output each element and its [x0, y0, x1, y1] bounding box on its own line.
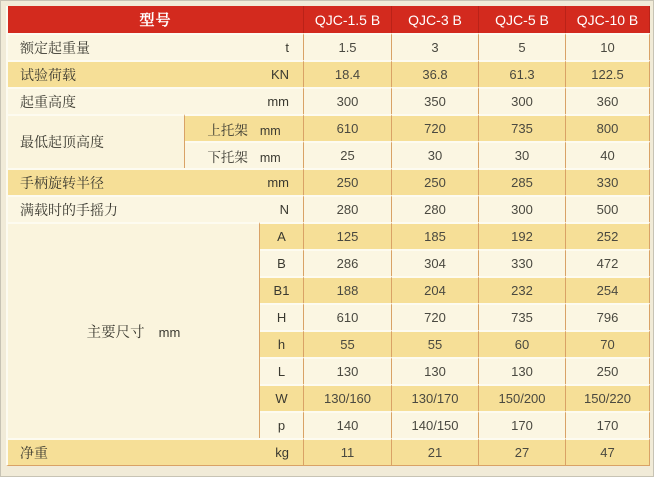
test-load-unit: KN — [270, 67, 290, 82]
dim-h-value-1: 55 — [392, 330, 479, 357]
upper-bracket-value-1: 720 — [392, 114, 479, 141]
dim-B1-value-1: 204 — [392, 276, 479, 303]
hand-force-value-3: 500 — [566, 195, 650, 222]
dim-B-value-1: 304 — [392, 249, 479, 276]
rated-capacity-unit: t — [285, 40, 290, 55]
lower-bracket-value-3: 40 — [566, 141, 650, 168]
dim-H-value-2: 735 — [479, 303, 566, 330]
hand-force-label: 满载时的手摇力 — [20, 201, 118, 218]
header-col-qjc-10b: QJC-10 B — [566, 6, 650, 33]
hand-force-unit: N — [279, 202, 290, 217]
header-col-qjc-1-5b: QJC-1.5 B — [304, 6, 392, 33]
row-handle-radius — [8, 168, 650, 195]
dim-H-value-3: 796 — [566, 303, 650, 330]
dim-B-label: B — [260, 249, 304, 276]
hand-force-label-cell — [8, 195, 304, 222]
net-weight-label: 净重 — [20, 444, 48, 461]
lift-height-value-1: 350 — [392, 87, 479, 114]
dim-B1-value-3: 254 — [566, 276, 650, 303]
handle-radius-label: 手柄旋转半径 — [20, 174, 104, 191]
header-model-label: 型号 — [8, 6, 304, 33]
dim-A-label: A — [260, 222, 304, 249]
header-col-qjc-3b: QJC-3 B — [392, 6, 479, 33]
upper-bracket-value-3: 800 — [566, 114, 650, 141]
dim-W-value-1: 130/170 — [392, 384, 479, 411]
handle-radius-value-2: 285 — [479, 168, 566, 195]
test-load-value-3: 122.5 — [566, 60, 650, 87]
upper-bracket-value-2: 735 — [479, 114, 566, 141]
main-dimensions-label-cell — [8, 222, 260, 438]
upper-bracket-unit: mm — [259, 123, 281, 138]
lower-bracket-label-cell — [185, 141, 304, 168]
dim-h-value-2: 60 — [479, 330, 566, 357]
test-load-value-2: 61.3 — [479, 60, 566, 87]
net-weight-value-1: 21 — [392, 438, 479, 465]
row-net-weight — [8, 438, 650, 465]
dim-L-value-2: 130 — [479, 357, 566, 384]
hand-force-value-2: 300 — [479, 195, 566, 222]
dim-p-value-1: 140/150 — [392, 411, 479, 438]
dim-A-value-1: 185 — [392, 222, 479, 249]
min-jack-height-label: 最低起顶高度 — [20, 134, 104, 150]
hand-force-value-1: 280 — [392, 195, 479, 222]
upper-bracket-label-cell — [185, 114, 304, 141]
handle-radius-unit: mm — [267, 175, 290, 190]
min-jack-height-label-cell — [8, 114, 185, 168]
hand-force-value-0: 280 — [304, 195, 392, 222]
lower-bracket-value-1: 30 — [392, 141, 479, 168]
dim-B-value-3: 472 — [566, 249, 650, 276]
dim-W-value-2: 150/200 — [479, 384, 566, 411]
header-row — [8, 6, 650, 33]
lower-bracket-unit: mm — [259, 150, 281, 165]
dim-A-value-0: 125 — [304, 222, 392, 249]
row-lift-height — [8, 87, 650, 114]
dim-B-value-0: 286 — [304, 249, 392, 276]
dim-L-value-3: 250 — [566, 357, 650, 384]
rated-capacity-value-0: 1.5 — [304, 33, 392, 60]
dim-h-label: h — [260, 330, 304, 357]
lower-bracket-value-2: 30 — [479, 141, 566, 168]
lift-height-unit: mm — [267, 94, 290, 109]
dim-B1-label: B1 — [260, 276, 304, 303]
row-min-jack-height-upper — [8, 114, 650, 141]
test-load-value-1: 36.8 — [392, 60, 479, 87]
lower-bracket-value-0: 25 — [304, 141, 392, 168]
rated-capacity-label-cell — [8, 33, 304, 60]
dim-h-value-0: 55 — [304, 330, 392, 357]
dim-p-value-3: 170 — [566, 411, 650, 438]
row-hand-force — [8, 195, 650, 222]
net-weight-label-cell — [8, 438, 304, 465]
main-dimensions-label: 主要尺寸 — [86, 324, 145, 341]
handle-radius-value-1: 250 — [392, 168, 479, 195]
lower-bracket-label: 下托架 — [207, 149, 248, 165]
net-weight-value-0: 11 — [304, 438, 392, 465]
handle-radius-label-cell — [8, 168, 304, 195]
upper-bracket-value-0: 610 — [304, 114, 392, 141]
handle-radius-value-0: 250 — [304, 168, 392, 195]
dim-W-label: W — [260, 384, 304, 411]
dim-L-value-0: 130 — [304, 357, 392, 384]
jack-spec-table — [6, 6, 650, 466]
lift-height-value-2: 300 — [479, 87, 566, 114]
rated-capacity-value-1: 3 — [392, 33, 479, 60]
dim-A-value-2: 192 — [479, 222, 566, 249]
rated-capacity-value-2: 5 — [479, 33, 566, 60]
net-weight-value-3: 47 — [566, 438, 650, 465]
dim-L-value-1: 130 — [392, 357, 479, 384]
row-rated-capacity — [8, 33, 650, 60]
net-weight-unit: kg — [275, 445, 290, 460]
dim-B-value-2: 330 — [479, 249, 566, 276]
dim-W-value-0: 130/160 — [304, 384, 392, 411]
dim-B1-value-2: 232 — [479, 276, 566, 303]
test-load-value-0: 18.4 — [304, 60, 392, 87]
lift-height-value-0: 300 — [304, 87, 392, 114]
dim-L-label: L — [260, 357, 304, 384]
upper-bracket-label: 上托架 — [207, 122, 248, 138]
dim-H-label: H — [260, 303, 304, 330]
dim-W-value-3: 150/220 — [566, 384, 650, 411]
header-col-qjc-5b: QJC-5 B — [479, 6, 566, 33]
lift-height-label-cell — [8, 87, 304, 114]
dim-A-value-3: 252 — [566, 222, 650, 249]
handle-radius-value-3: 330 — [566, 168, 650, 195]
main-dimensions-unit: mm — [158, 324, 181, 340]
dim-p-value-2: 170 — [479, 411, 566, 438]
row-dim-A — [8, 222, 650, 249]
dim-p-value-0: 140 — [304, 411, 392, 438]
dim-p-label: p — [260, 411, 304, 438]
test-load-label-cell — [8, 60, 304, 87]
dim-H-value-0: 610 — [304, 303, 392, 330]
rated-capacity-value-3: 10 — [566, 33, 650, 60]
dim-B1-value-0: 188 — [304, 276, 392, 303]
lift-height-value-3: 360 — [566, 87, 650, 114]
net-weight-value-2: 27 — [479, 438, 566, 465]
row-test-load — [8, 60, 650, 87]
test-load-label: 试验荷载 — [20, 66, 76, 83]
lift-height-label: 起重高度 — [20, 93, 76, 110]
dim-h-value-3: 70 — [566, 330, 650, 357]
rated-capacity-label: 额定起重量 — [20, 39, 90, 56]
dim-H-value-1: 720 — [392, 303, 479, 330]
